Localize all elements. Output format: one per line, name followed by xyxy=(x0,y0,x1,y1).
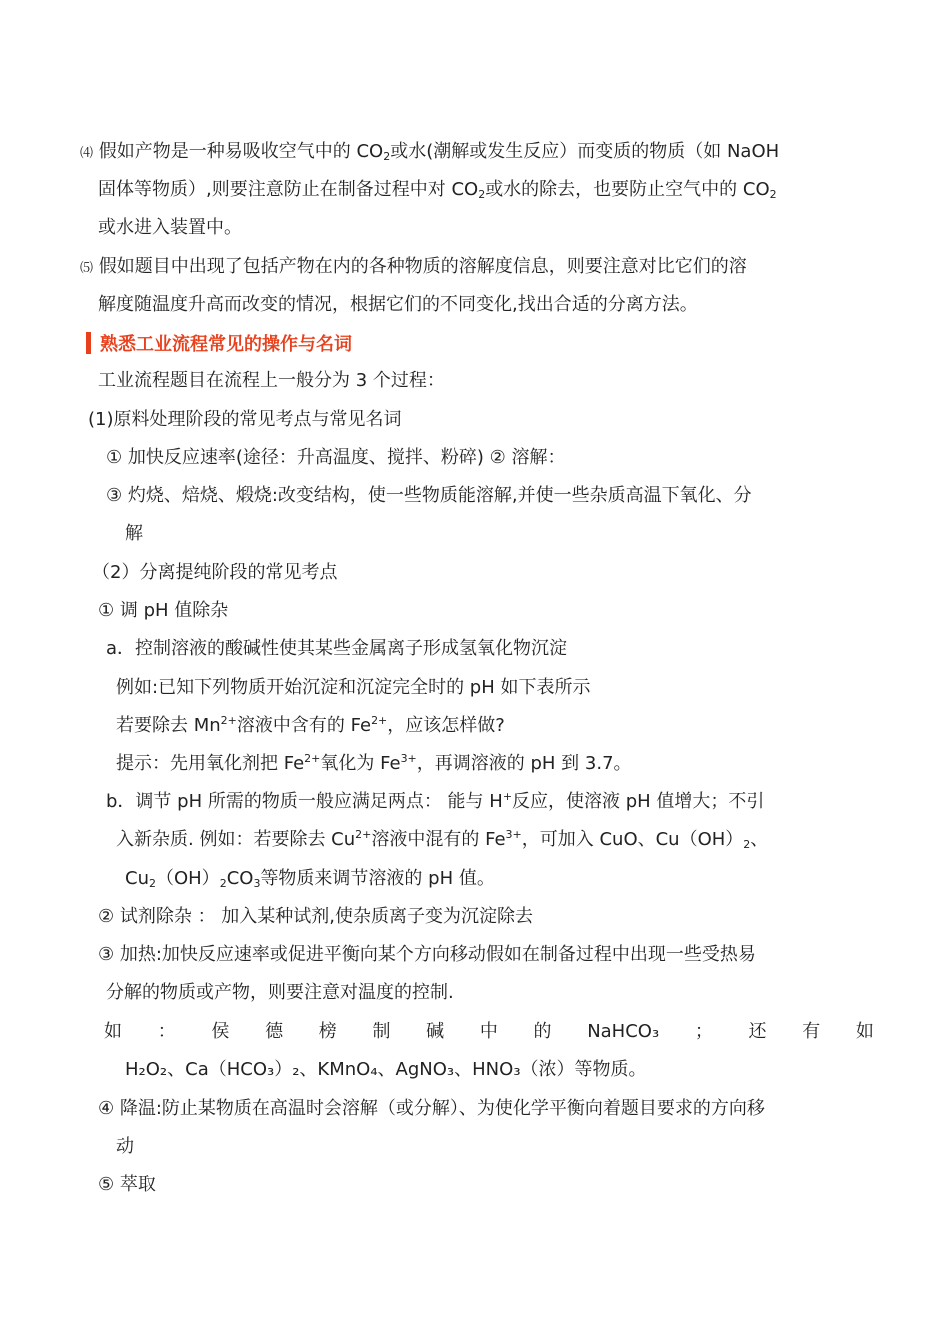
section-heading xyxy=(86,330,352,356)
point-3-heating-line-3: 如 ： 侯 德 榜 制 碱 中 的 NaHCO₃ ； 还 有 如 xyxy=(104,1021,874,1042)
point-5-extraction: ⑤ 萃取 xyxy=(98,1174,156,1195)
para-5-line-1: ⑸ 假如题目中出现了包括产物在内的各种物质的溶解度信息，则要注意对比它们的溶 xyxy=(80,256,747,277)
point-1-b-line-1: b．调节 pH 所需的物质一般应满足两点： 能与 H+反应，使溶液 pH 值增大；不引 xyxy=(106,790,765,812)
stage-1-item-3-cont: 解 xyxy=(125,523,143,544)
heading-accent-bar xyxy=(86,332,91,354)
example-text: 例如:已知下列物质开始沉淀和沉淀完全时的 pH 如下表所示 xyxy=(116,677,591,698)
para-4-line-2: 固体等物质）,则要注意防止在制备过程中对 $CO_2$或水的除去，也要防止空气中的 $CO_2$ xyxy=(98,179,777,201)
point-3-heating-line-2: 分解的物质或产物，则要注意对温度的控制. xyxy=(106,982,454,1003)
stage-1-item-1: ① 加快反应速率(途径：升高温度、搅拌、粉碎) ② 溶解： xyxy=(106,447,566,468)
point-3-heating-line-1: ③ 加热:加快反应速率或促进平衡向某个方向移动假如在制备过程中出现一些受热易 xyxy=(98,944,756,965)
hint-text: 提示：先用氧化剂把 $Fe^{2+}$氧化为 $Fe^{3+}$，再调溶液的 pH 到 3.7。 xyxy=(116,752,632,774)
point-1-b-line-2: 入新杂质. 例如：若要除去 $Cu^{2+}$溶液中混有的 $Fe^{3+}$，可加入 CuO、$Cu(OH)_2$、 xyxy=(116,828,769,851)
section-heading-text: 熟悉工业流程常见的操作与名词 xyxy=(100,334,352,355)
para-4-number: ⑷ xyxy=(80,146,94,161)
stage-1-item-3: ③ 灼烧、焙烧、煅烧:改变结构，使一些物质能溶解,并使一些杂质高温下氧化、分 xyxy=(106,485,752,506)
point-3-heating-line-4: H₂O₂、Ca（HCO₃）₂、KMnO₄、AgNO₃、HNO₃（浓）等物质。 xyxy=(125,1059,647,1080)
point-4-cooling-line-2: 动 xyxy=(116,1136,134,1157)
para-5-line-2: 解度随温度升高而改变的情况，根据它们的不同变化,找出合适的分离方法。 xyxy=(98,294,698,315)
point-4-cooling-line-1: ④ 降温:防止某物质在高温时会溶解（或分解）、为使化学平衡向着题目要求的方向移 xyxy=(98,1098,765,1119)
intro-text: 工业流程题目在流程上一般分为 3 个过程： xyxy=(98,370,445,391)
point-1-ph: ① 调 pH 值除杂 xyxy=(98,600,229,621)
para-4-line-3: 或水进入装置中。 xyxy=(98,217,242,238)
para-5-number: ⑸ xyxy=(80,261,94,276)
stage-1-title: (1)原料处理阶段的常见考点与常见名词 xyxy=(88,409,402,430)
question-text: 若要除去 $Mn^{2+}$溶液中含有的 $Fe^{2+}$，应该怎样做? xyxy=(116,714,505,736)
point-1-a: a．控制溶液的酸碱性使其某些金属离子形成氢氧化物沉淀 xyxy=(106,638,568,659)
point-2-reagent: ② 试剂除杂 ： 加入某种试剂,使杂质离子变为沉淀除去 xyxy=(98,906,534,927)
para-4-line-1: ⑷ 假如产物是一种易吸收空气中的 $CO_2$或水(潮解或发生反应）而变质的物质（如 NaOH xyxy=(80,141,780,163)
point-1-b-line-3: $Cu_2(OH)_2CO_3$等物质来调节溶液的 pH 值。 xyxy=(125,868,495,890)
stage-2-title: （2）分离提纯阶段的常见考点 xyxy=(92,562,338,583)
